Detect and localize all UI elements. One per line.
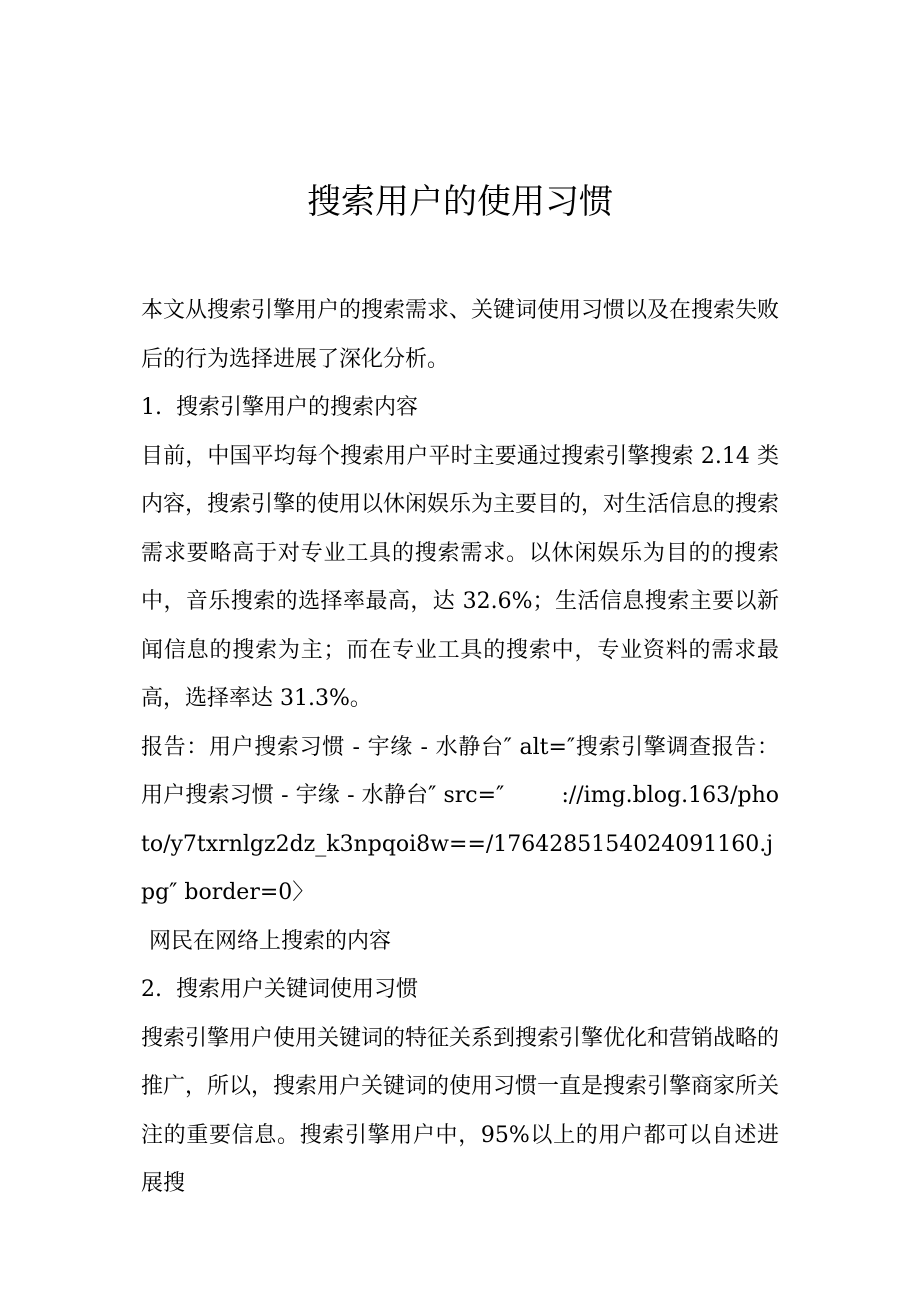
section-2-paragraph: 搜索引擎用户使用关键词的特征关系到搜索引擎优化和营销战略的推广，所以，搜索用户关键词的使用习惯一直是搜索引擎商家所关注的重要信息。搜索引擎用户中，95%以上的用户都可以自述进展搜 xyxy=(141,1025,780,1196)
image-caption: 网民在网络上搜索的内容 xyxy=(149,928,392,954)
broken-image-html-fragment: 报告：用户搜索习惯 - 宇缘 - 水静台″ alt=″搜索引擎调查报告：用户搜索习惯 - 宇缘 - 水静台″ src=″ ://img.blog.163/photo/y7txrnlgz2dz_k3npqoi8w==/1764285154024091160.jpg″ border=0〉 xyxy=(141,734,779,905)
section-2-heading: 2. 搜索用户关键词使用习惯 xyxy=(141,977,418,1002)
document-title: 搜索用户的使用习惯 xyxy=(307,182,613,222)
section-1-heading: 1. 搜索引擎用户的搜索内容 xyxy=(141,395,418,420)
section-1-paragraph: 目前，中国平均每个搜索用户平时主要通过搜索引擎搜索 2.14 类内容，搜索引擎的使用以休闲娱乐为主要目的，对生活信息的搜索需求要略高于对专业工具的搜索需求。以休闲娱乐为目的的搜索中，音乐搜索的选择率最高，达 32.6%；生活信息搜索主要以新闻信息的搜索为主；而在专业工具的搜索中，专业资料的需求最高，选择率达 31.3%。 xyxy=(141,443,780,711)
intro-paragraph: 本文从搜索引擎用户的搜索需求、关键词使用习惯以及在搜索失败后的行为选择进展了深化分析。 xyxy=(141,298,780,372)
